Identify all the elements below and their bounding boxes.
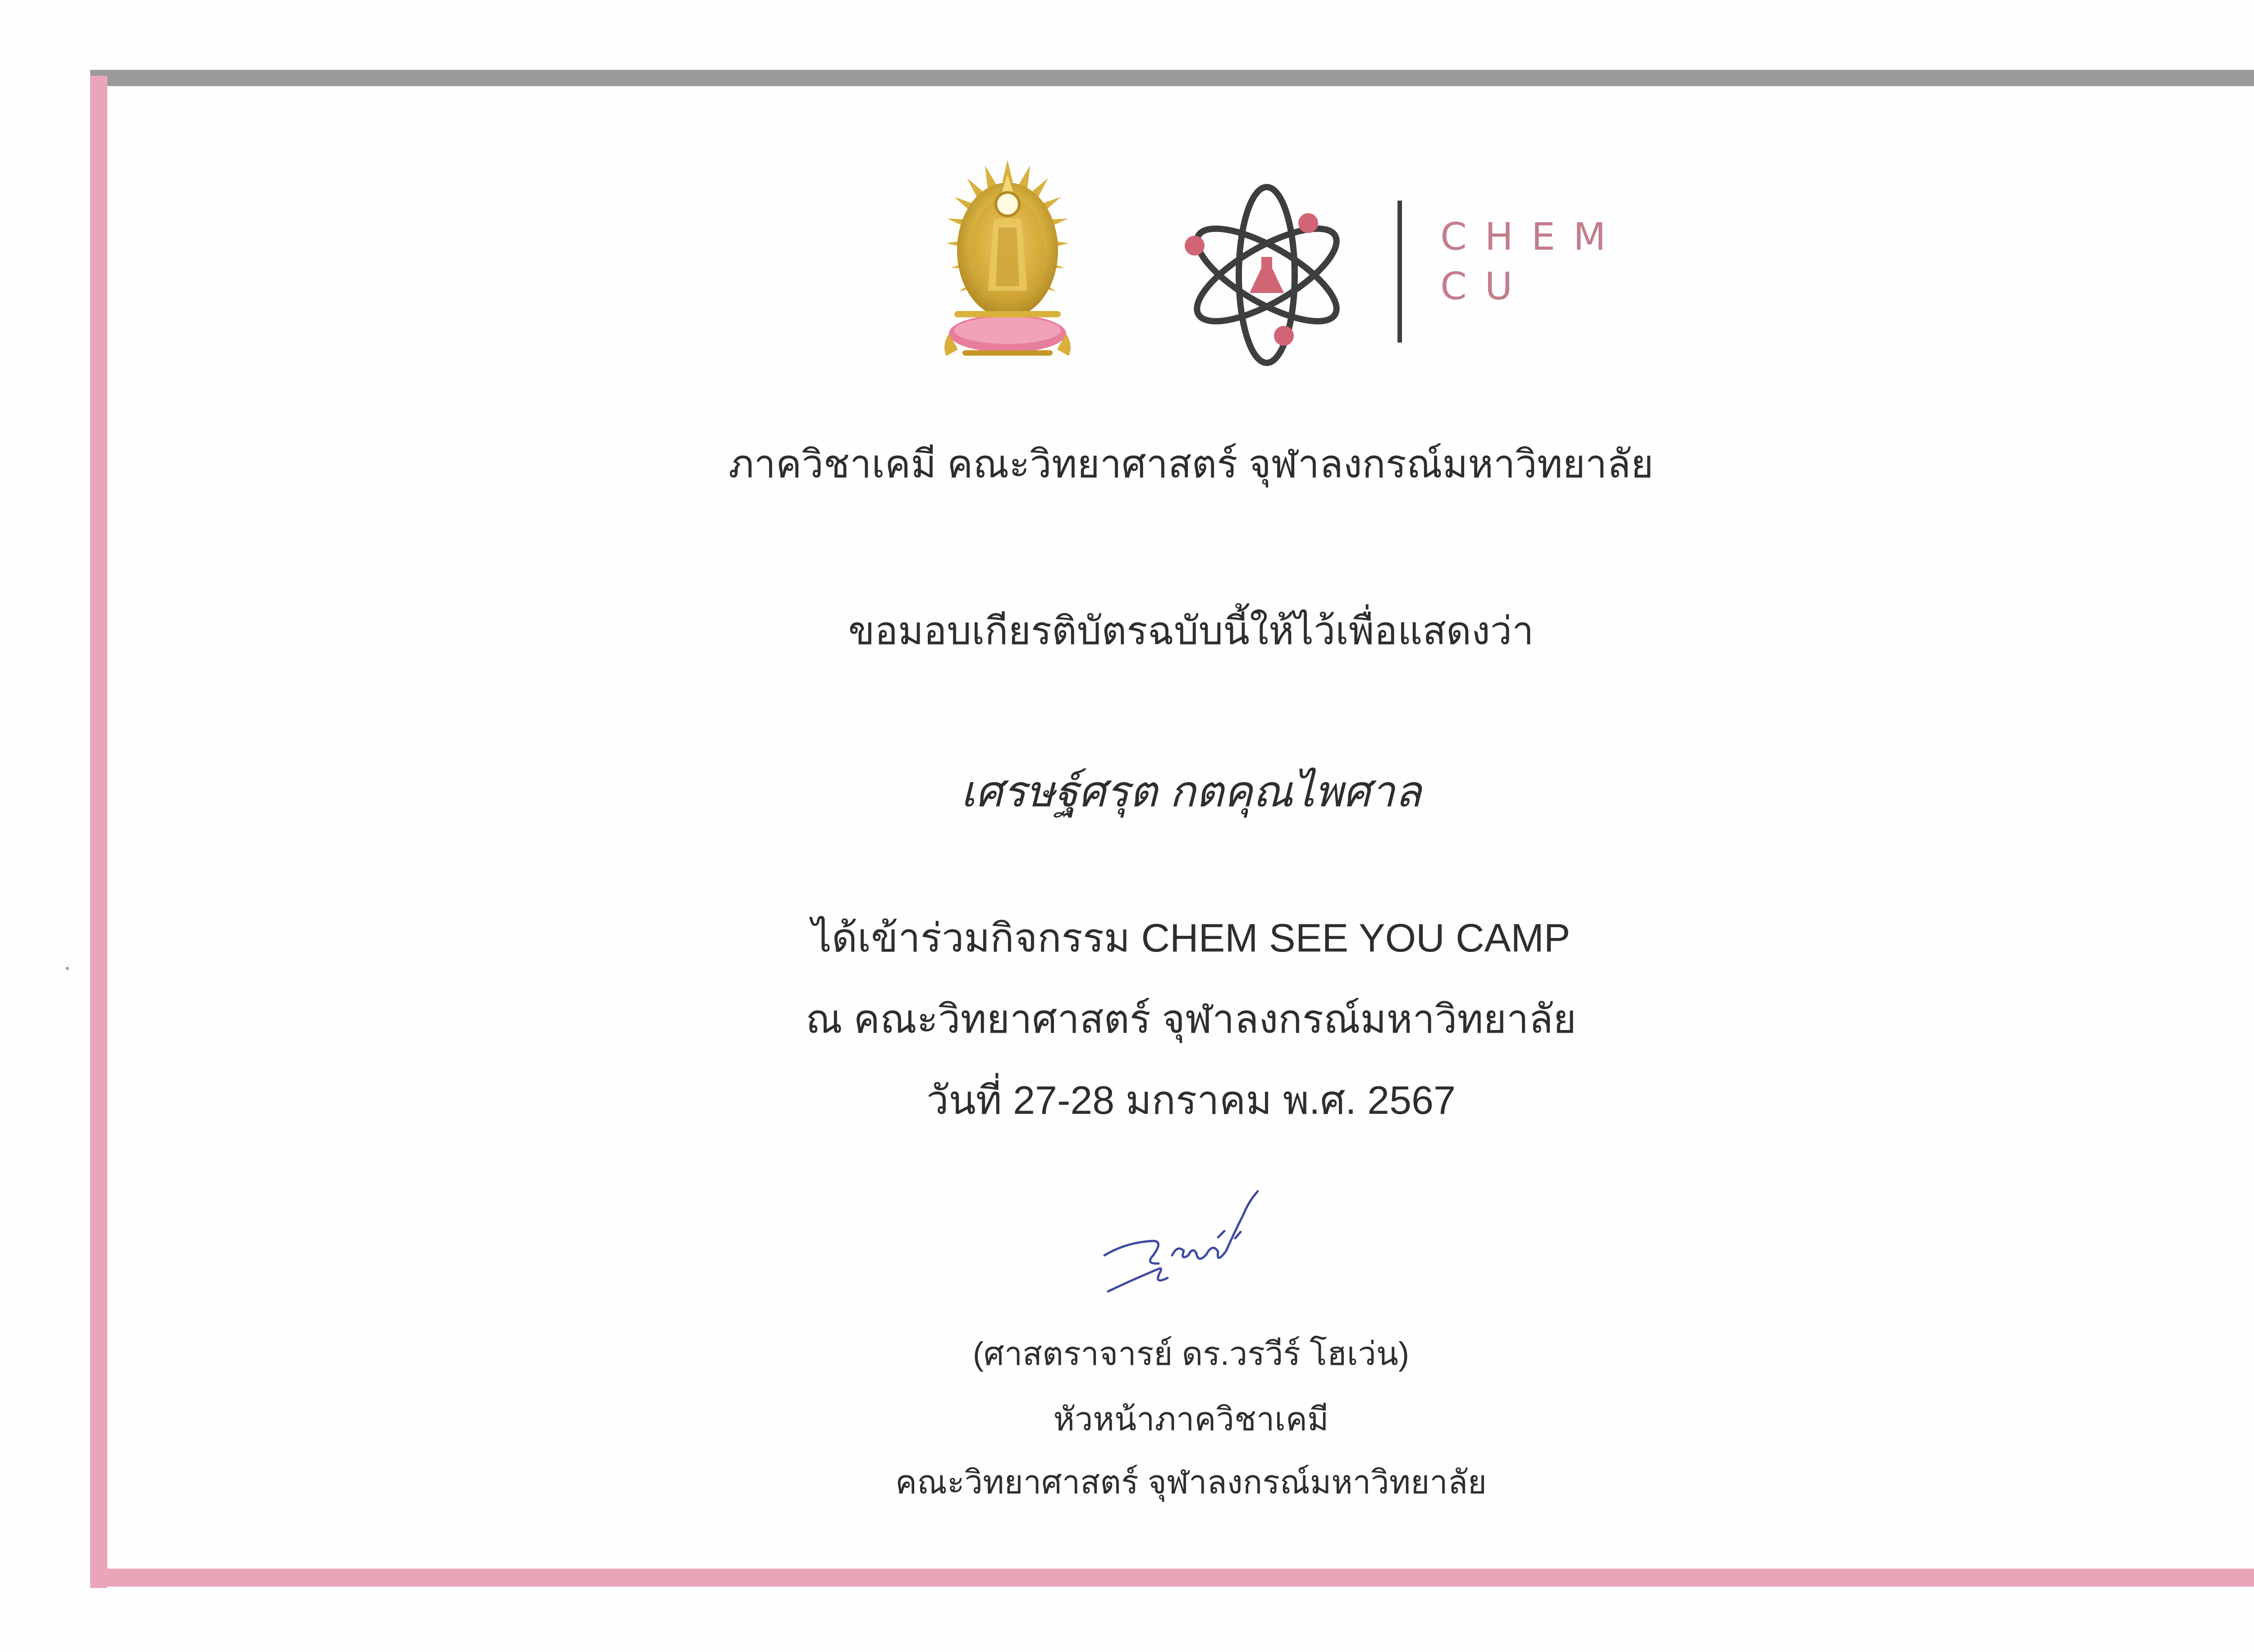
intro-line: ขอมอบเกียรติบัตรฉบับนี้ให้ไว้เพื่อแสดงว่า — [848, 609, 1534, 653]
activity-line: ได้เข้าร่วมกิจกรรม CHEM SEE YOU CAMP — [811, 915, 1571, 960]
venue-line: ณ คณะวิทยาศาสตร์ จุฬาลงกรณ์มหาวิทยาลัย — [806, 997, 1576, 1041]
brand-line-1: CHEM — [1440, 215, 1624, 259]
signatory-organization: คณะวิทยาศาสตร์ จุฬาลงกรณ์มหาวิทยาลัย — [895, 1464, 1487, 1501]
signatory-position: หัวหน้าภาควิชาเคมี — [1053, 1401, 1329, 1437]
frame-bottom-border — [90, 1569, 2254, 1587]
university-seal-icon — [931, 156, 1084, 381]
brand-line-2: CU — [1440, 264, 1531, 308]
logo-divider — [1397, 201, 1402, 343]
recipient-name: เศรษฐ์ศรุต กตคุณไพศาล — [960, 768, 1422, 816]
issuer-line: ภาควิชาเคมี คณะวิทยาศาสตร์ จุฬาลงกรณ์มหาวิทยาลัย — [728, 443, 1654, 486]
frame-top-border — [90, 70, 2254, 86]
atom-logo-icon — [1181, 178, 1352, 372]
signatory-name: (ศาสตราจารย์ ดร.วรวีร์ โฮเว่น) — [973, 1336, 1409, 1372]
chem-cu-wordmark — [1440, 212, 1624, 311]
signature-image — [1100, 1188, 1298, 1300]
date-line: วันที่ 27-28 มกราคม พ.ศ. 2567 — [926, 1078, 1456, 1122]
